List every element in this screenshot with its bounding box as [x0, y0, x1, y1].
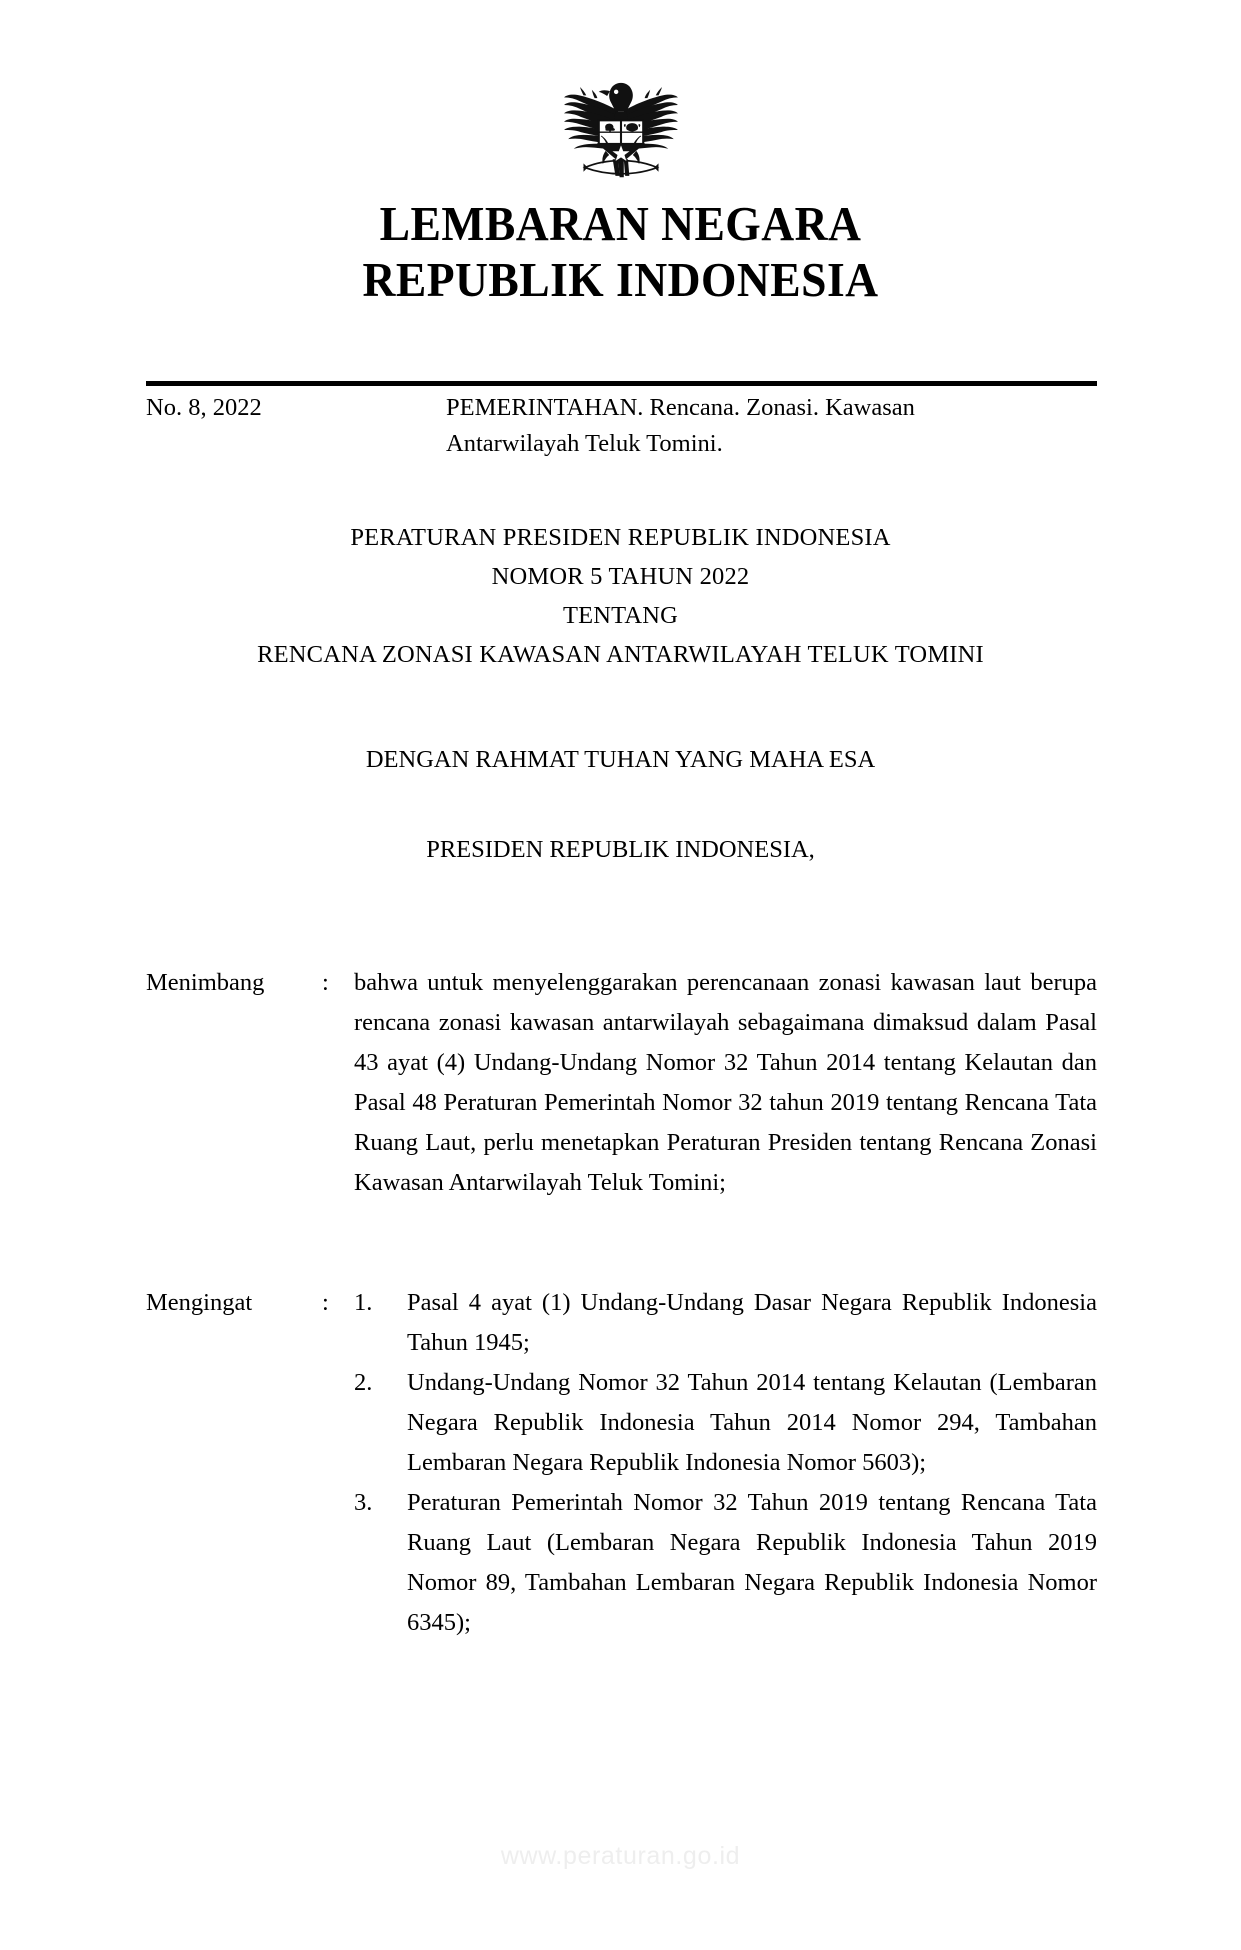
list-item-number: 1.	[354, 1289, 373, 1316]
blessing-line: DENGAN RAHMAT TUHAN YANG MAHA ESA	[365, 746, 876, 773]
mengingat-clause	[146, 1283, 1097, 1643]
site-watermark: www.peraturan.go.id	[500, 1842, 741, 1870]
list-item-text: Undang-Undang Nomor 32 Tahun 2014 tentang Kelautan (Lembaran Negara Republik Indonesia Tahun 2014 Nomor 294, Tambahan Lembaran Negara Republik Indonesia Nomor 5603);	[407, 1369, 1097, 1476]
gazette-subject-line-1: PEMERINTAHAN. Rencana. Zonasi. Kawasan	[446, 394, 915, 421]
mengingat-colon: :	[322, 1289, 329, 1316]
menimbang-label: Menimbang	[146, 969, 265, 996]
issuer-line: PRESIDEN REPUBLIK INDONESIA,	[426, 836, 815, 863]
gazette-subject	[446, 390, 1097, 462]
garuda-pancasila-emblem	[551, 62, 691, 187]
masthead	[0, 196, 1241, 308]
list-item	[354, 1363, 1097, 1483]
title-line-4: RENCANA ZONASI KAWASAN ANTARWILAYAH TELUK TOMINI	[257, 641, 984, 668]
list-item-number: 2.	[354, 1369, 373, 1396]
masthead-line-2: REPUBLIK INDONESIA	[362, 252, 879, 307]
mengingat-list-container	[354, 1283, 1097, 1643]
list-item-text: Peraturan Pemerintah Nomor 32 Tahun 2019 tentang Rencana Tata Ruang Laut (Lembaran Negara Republik Indonesia Tahun 2019 Nomor 89, Tambahan Lembaran Negara Republik Indonesia Nomor 6345);	[407, 1489, 1097, 1636]
list-item	[354, 1283, 1097, 1363]
title-line-3: TENTANG	[562, 602, 679, 629]
gazette-number: No. 8, 2022	[146, 394, 262, 421]
title-line-2: NOMOR 5 TAHUN 2022	[491, 563, 750, 590]
menimbang-text: bahwa untuk menyelenggarakan perencanaan zonasi kawasan laut berupa rencana zonasi kawasan antarwilayah sebagaimana dimaksud dalam Pasal 43 ayat (4) Undang-Undang Nomor 32 Tahun 2014 tentang Kelautan dan Pasal 48 Peraturan Pemerintah Nomor 32 tahun 2019 tentang Rencana Tata Ruang Laut, perlu menetapkan Peraturan Presiden tentang Rencana Zonasi Kawasan Antarwilayah Teluk Tomini;	[354, 969, 1097, 1196]
gazette-subject-line-2: Antarwilayah Teluk Tomini.	[446, 430, 723, 457]
regulation-title-block	[0, 518, 1241, 674]
masthead-line-1: LEMBARAN NEGARA	[379, 196, 862, 251]
list-item-number: 3.	[354, 1489, 373, 1516]
menimbang-clause	[146, 963, 1097, 1203]
menimbang-colon: :	[322, 969, 329, 996]
title-line-1: PERATURAN PRESIDEN REPUBLIK INDONESIA	[350, 524, 891, 551]
mengingat-label: Mengingat	[146, 1289, 253, 1316]
gazette-identification-line	[146, 390, 1097, 462]
mengingat-list	[354, 1283, 1097, 1643]
list-item	[354, 1483, 1097, 1643]
emblem-container	[0, 62, 1241, 187]
list-item-text: Pasal 4 ayat (1) Undang-Undang Dasar Negara Republik Indonesia Tahun 1945;	[407, 1289, 1097, 1356]
masthead-divider-rule	[146, 381, 1097, 386]
